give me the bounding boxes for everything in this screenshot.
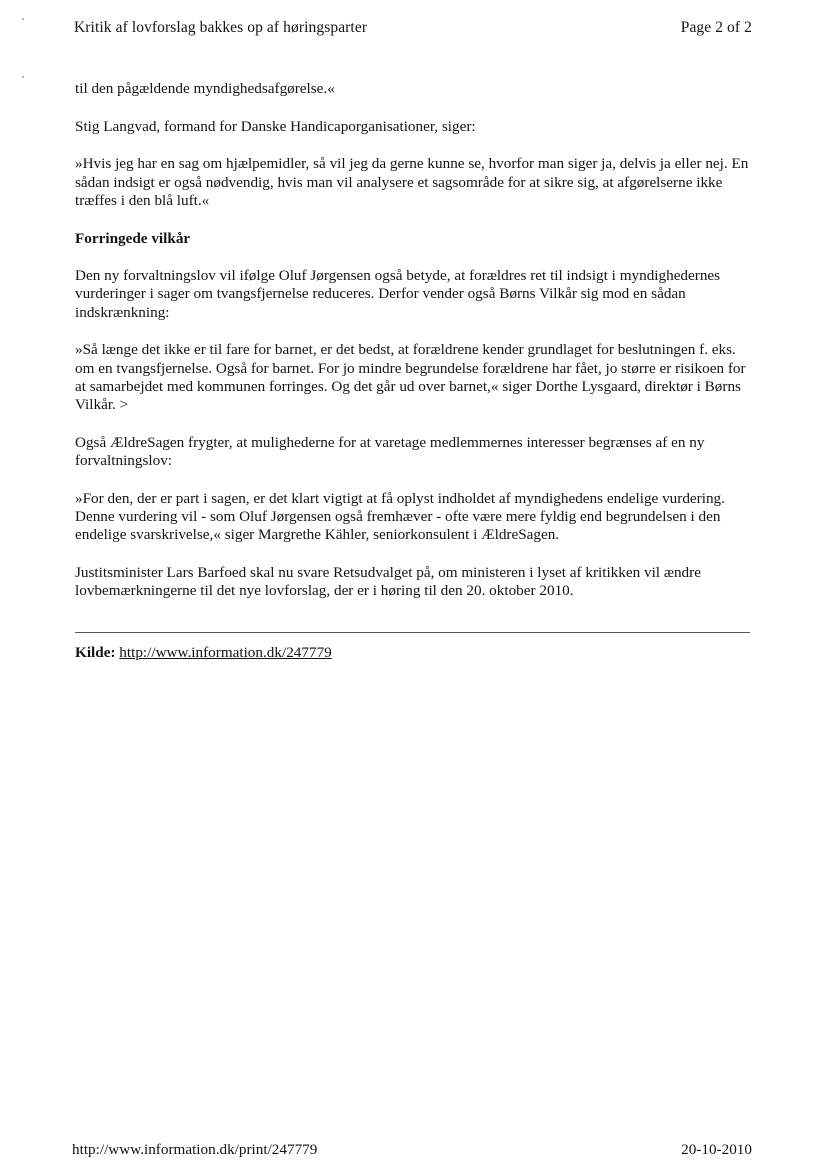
source-link[interactable]: http://www.information.dk/247779 (119, 644, 332, 661)
scan-speck (22, 18, 24, 20)
scan-speck (22, 76, 24, 78)
paragraph: Den ny forvaltningslov vil ifølge Oluf Jørgensen også betyde, at forældres ret til indsigt i myndighedernes vurderinger i sager om tvangsfjernelse reduceres. Derfor vender også Børns Vilkår sig mod en sådan indskrænkning: (75, 267, 721, 321)
source-line (75, 644, 332, 662)
article-body (75, 80, 755, 620)
quote-paragraph: »Så længe det ikke er til fare for barnet, er det bedst, at forældrene kender grundlaget for beslutningen f. eks. om en tvangsfjernelse. Også for barnet. For jo mindre begrundelse forældrene har fået, jo større er risikoen for at samarbejdet med kommunen forringes. Og det går ud over barnet,« siger Dorthe Lysgaard, direktør i Børns Vilkår. > (75, 341, 746, 413)
header-title: Kritik af lovforslag bakkes op af høringsparter (74, 19, 368, 36)
paragraph: Justitsminister Lars Barfoed skal nu svare Retsudvalget på, om ministeren i lyset af kritikken vil ændre lovbemærkningerne til det nye lovforslag, der er i høring til den 20. oktober 2010. (75, 563, 701, 599)
footer-url: http://www.information.dk/print/247779 (72, 1141, 318, 1158)
quote-paragraph: »For den, der er part i sagen, er det klart vigtigt at få oplyst indholdet af myndighedens endelige vurdering. Denne vurdering vil - som Oluf Jørgensen også fremhæver - ofte være mere fyldig end begrundelsen i den endelige svarskrivelse,« siger Margrethe Kähler, seniorkonsulent i ÆldreSagen. (75, 489, 725, 543)
paragraph: til den pågældende myndighedsafgørelse.« (75, 80, 335, 97)
paragraph: Stig Langvad, formand for Danske Handicaporganisationer, siger: (75, 117, 476, 135)
quote-paragraph: »Hvis jeg har en sag om hjælpemidler, så vil jeg da gerne kunne se, hvorfor man siger ja, delvis ja eller nej. En sådan indsigt er også nødvendig, hvis man vil analysere et sagsområde for at sikre sig, at afgørelserne ikke træffes i den blå luft.« (75, 155, 749, 209)
source-label: Kilde: (75, 644, 116, 661)
divider-rule (75, 632, 750, 633)
footer-date: 20-10-2010 (681, 1141, 752, 1158)
section-heading: Forringede vilkår (75, 229, 191, 247)
paragraph: Også ÆldreSagen frygter, at mulighederne for at varetage medlemmernes interesser begrænses af en ny forvaltningslov: (75, 433, 705, 469)
header-page-number: Page 2 of 2 (680, 19, 752, 36)
